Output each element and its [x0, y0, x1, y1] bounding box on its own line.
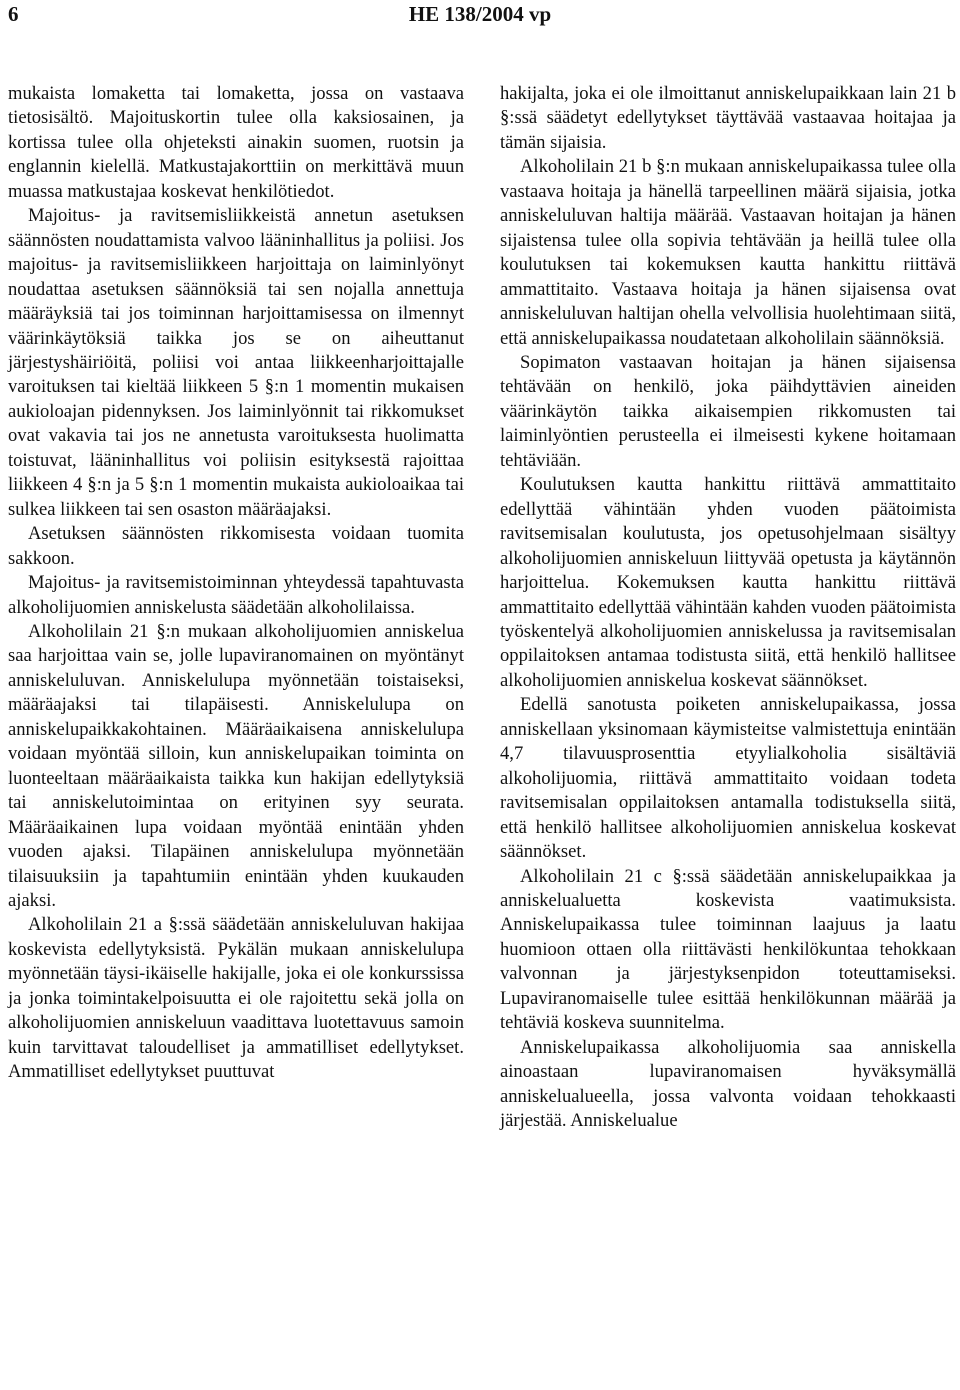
paragraph: Alkoholilain 21 §:n mukaan alkoholijuomien anniskelua saa harjoittaa vain se, jolle lupaviranomainen on myöntänyt anniskeluluvan. Anniskelulupa myönnetään toistaiseksi, määräajaksi tai tilapäisesti. Anniskelulupa on anniskelupaikkakohtainen. Määräaikaisena anniskelulupa voidaan myöntää silloin, kun anniskelupaikan toiminta on luonteeltaan määräaikaista taikka kun hakijan edellytyksiä tai anniskelutoimintaa on erityinen syy seurata. Määräaikainen lupa voidaan myöntää enintään yhden vuoden ajaksi. Tilapäinen anniskelulupa myönnetään tilaisuuksiin ja tapahtumiin enintään yhden kuukauden ajaksi. — [8, 620, 464, 911]
document-id: HE 138/2004 vp — [408, 2, 552, 26]
right-column — [500, 82, 956, 1133]
paragraph: Alkoholilain 21 a §:ssä säädetään anniskeluluvan hakijaa koskevista edellytyksistä. Pykälän mukaan anniskelulupa myönnetään täysi-ikäiselle hakijalle, joka ei ole konkurssissa ja jonka toimintakelpoisuutta ei ole rajoitettu sekä jolla on alkoholijuomien anniskeluun vaadittava luotettavuus samoin kuin tarvittavat taloudelliset ja ammatilliset edellytykset. Ammatilliset edellytykset puuttuvat — [8, 914, 464, 1083]
paragraph: Sopimaton vastaavan hoitajan ja hänen sijaisensa tehtävään on henkilö, joka päihdyttävien aineiden väärinkäytön taikka aikaisempien rikkomusten tai laiminlyöntien perusteella ei ilmeisesti kykene hoitamaan tehtäviään. — [500, 351, 956, 471]
left-column — [8, 82, 464, 1085]
page-header — [0, 0, 960, 40]
paragraph: hakijalta, joka ei ole ilmoittanut anniskelupaikkaan lain 21 b §:ssä säädetyt edellytykset täyttävää vastaavaa hoitajaa ja tämän sijaisia. — [500, 83, 956, 153]
paragraph: Edellä sanotusta poiketen anniskelupaikassa, jossa anniskellaan yksinomaan käymisteitse valmistettuja enintään 4,7 tilavuusprosenttia etyylialkoholia sisältäviä alkoholijuomia, riittävä ammattitaito voidaan todeta ravitsemisalan oppilaitoksen antamalla todistuksella siitä, että henkilö hallitsee alkoholijuomien anniskelua koskevat säännökset. — [500, 694, 956, 863]
paragraph: Alkoholilain 21 b §:n mukaan anniskelupaikassa tulee olla vastaava hoitaja ja hänellä tarpeellinen määrä sijaisia, jotka anniskeluluvan haltija määrää. Vastaavan hoitajan ja hänen sijaistensa tulee olla sopivia tehtävään ja heillä tulee olla koulutuksen tai kokemuksen kautta hankittu riittävä ammattitaito. Vastaava hoitaja ja hänen sijaisensa ovat anniskeluluvan haltijan ohella velvollisia huolehtimaan siitä, että anniskelupaikassa noudatetaan alkoholilain säännöksiä. — [500, 156, 956, 349]
paragraph: Anniskelupaikassa alkoholijuomia saa anniskella ainoastaan lupaviranomaisen hyväksymällä anniskelualueella, jossa valvonta voidaan tehokkaasti järjestää. Anniskelualue — [500, 1036, 956, 1132]
paragraph: Koulutuksen kautta hankittu riittävä ammattitaito edellyttää vähintään yhden vuoden päätoimista ravitsemisalan koulutusta, jos opetusohjelmaan sisältyy alkoholijuomien anniskeluun liittyvää opetusta ja käytännön harjoittelua. Kokemuksen kautta hankittu riittävä ammattitaito edellyttää vähintään kahden vuoden päätoimista työskentelyä alkoholijuomien anniskelussa ja ravitsemisalan oppilaitoksen antamaa todistusta siitä, että henkilö hallitsee alkoholijuomien anniskelua koskevat säännökset. — [500, 474, 956, 691]
paragraph: Asetuksen säännösten rikkomisesta voidaan tuomita sakkoon. — [8, 523, 464, 569]
page-number: 6 — [8, 2, 19, 26]
paragraph: Majoitus- ja ravitsemisliikkeistä annetun asetuksen säännösten noudattamista valvoo lääninhallitus ja poliisi. Jos majoitus- ja ravitsemisliikkeen harjoittaja on laiminlyönyt noudattaa asetuksen säännöksiä tai sen nojalla annettuja määräyksiä tai jos toiminnan harjoittamisessa on ilmennyt väärinkäytöksiä taikka jos se on aiheuttanut järjestyshäiriöitä, poliisi voi antaa liikkeenharjoittajalle varoituksen tai kieltää liikkeen 5 §:n 1 momentin mukaisen aukioloajan pidennyksen. Jos laiminlyönnit tai rikkomukset ovat vakavia tai jos ne annetusta varoituksesta huolimatta toistuvat, lääninhallitus voi poliisin esityksestä rajoittaa liikkeen 4 §:n ja 5 §:n 1 momentin mukaista aukioloaikaa tai sulkea liikkeen tai sen osaston määräajaksi. — [8, 205, 464, 520]
paragraph: Majoitus- ja ravitsemistoiminnan yhteydessä tapahtuvasta alkoholijuomien anniskelusta säädetään alkoholilaissa. — [8, 572, 464, 618]
paragraph: mukaista lomaketta tai lomaketta, jossa on vastaava tietosisältö. Majoituskortin tulee olla kaksiosainen, ja kortissa tulee olla ohjeteksti ainakin suomen, ruotsin ja englannin kielellä. Matkustajakorttiin on merkittävä muun muassa matkustajaa koskevat henkilötiedot. — [8, 83, 464, 202]
paragraph: Alkoholilain 21 c §:ssä säädetään anniskelupaikkaa ja anniskelualuetta koskevista vaatimuksista. Anniskelupaikassa tulee toiminnan laajuus ja laatu huomioon ottaen olla riittävästi henkilökuntaa tehokkaan valvonnan ja järjestyksenpidon toteuttamiseksi. Lupaviranomaiselle tulee esittää henkilökunnan määrää ja tehtäviä koskeva suunnitelma. — [500, 865, 956, 1034]
